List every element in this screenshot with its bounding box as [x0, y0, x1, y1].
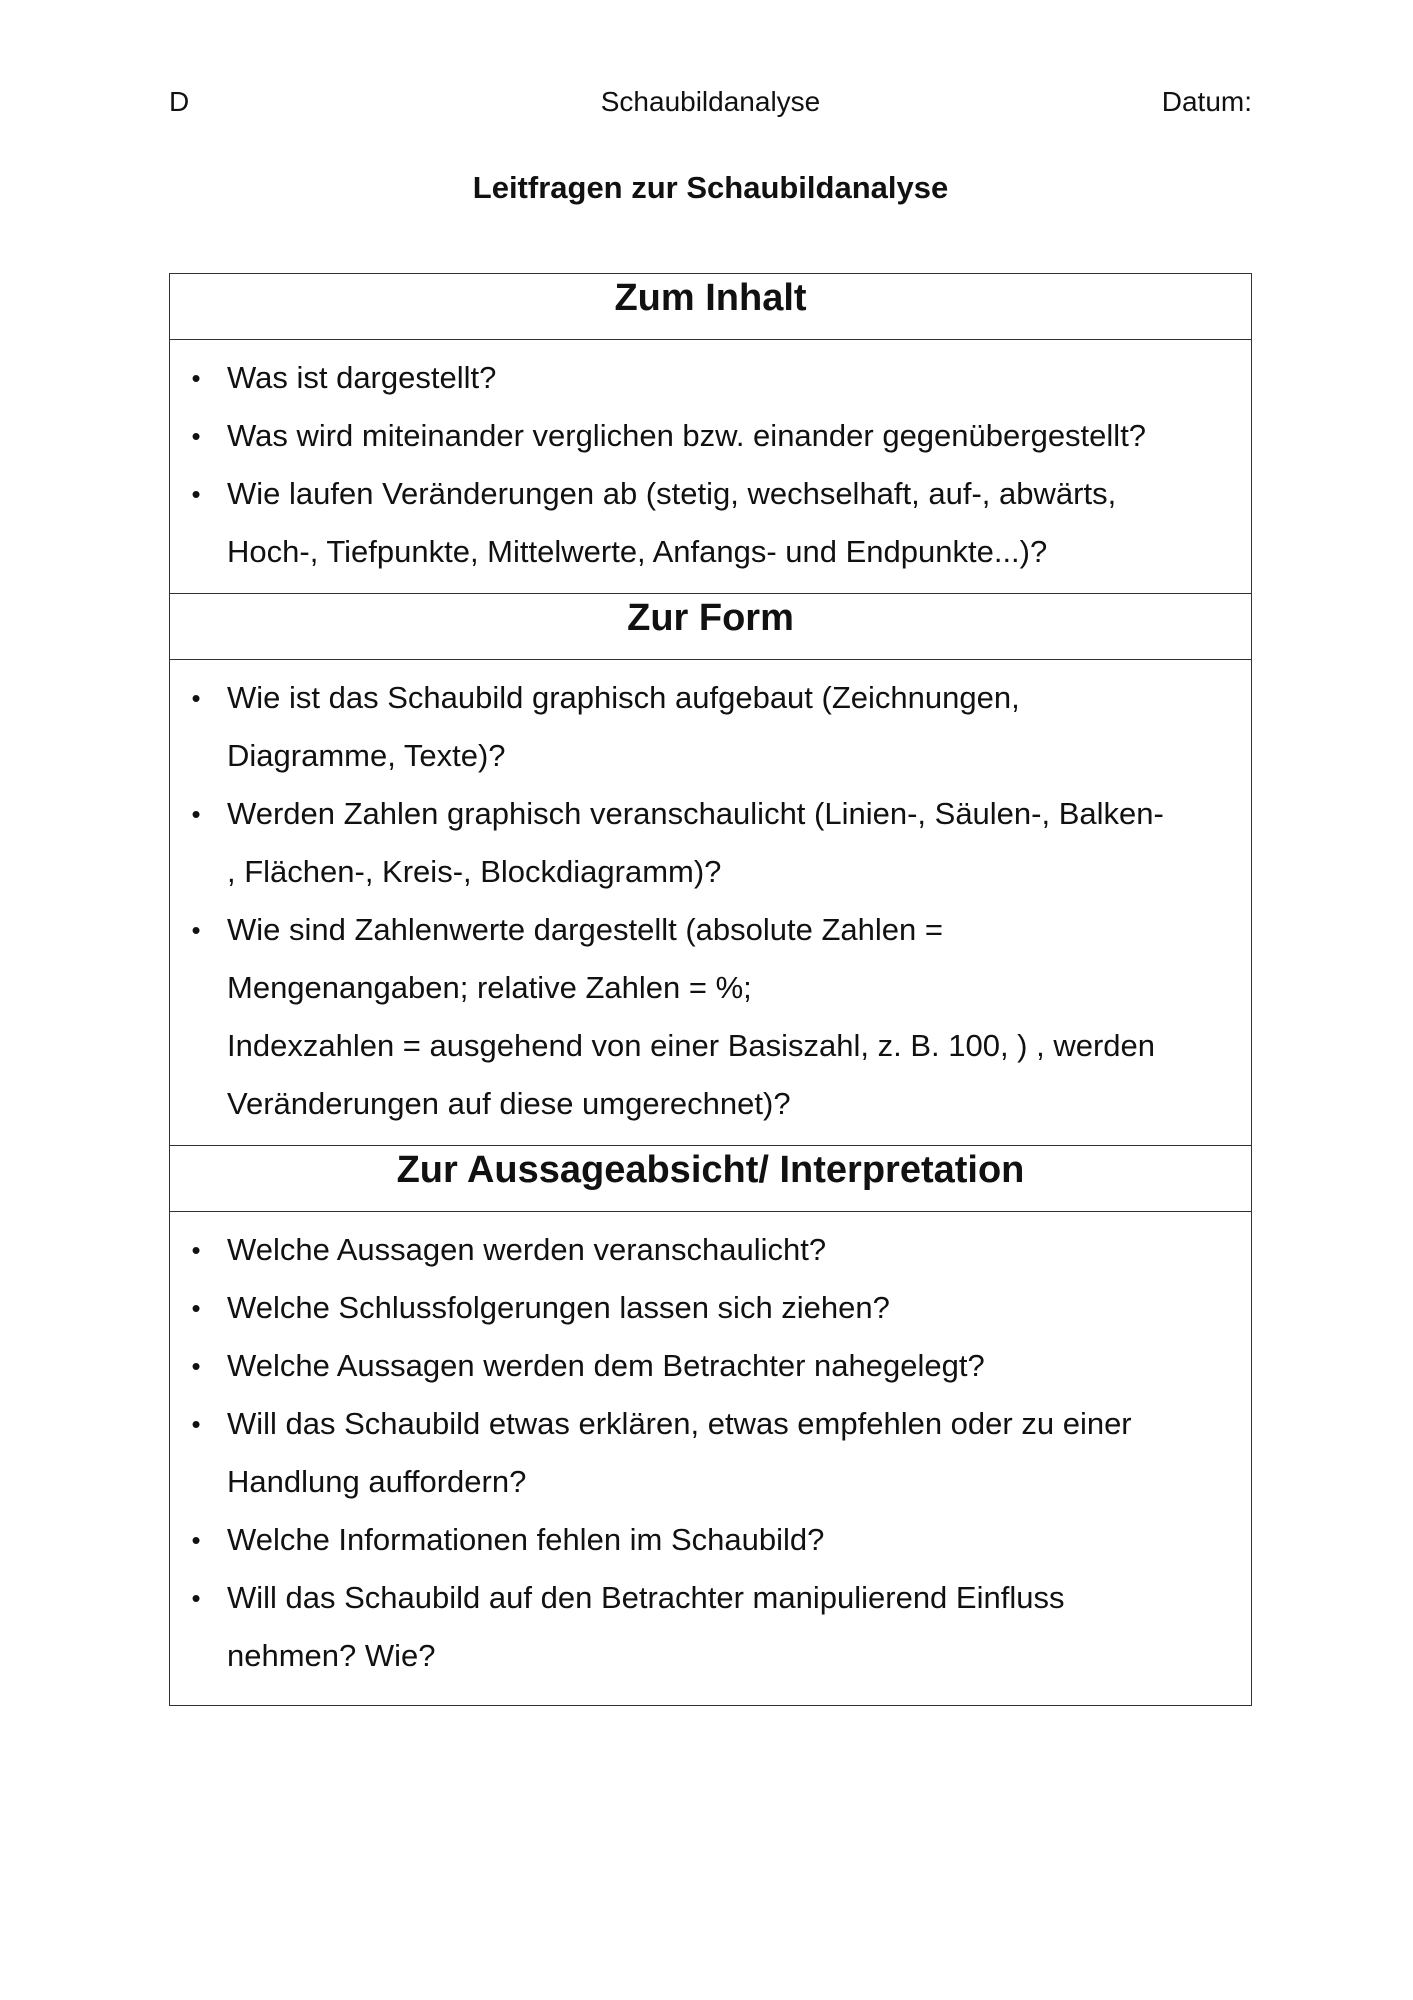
list-item: [170, 1569, 1251, 1685]
section-body: [170, 660, 1251, 1146]
list-item-text: Hoch-, Tiefpunkte, Mittelwerte, Anfangs- und Endpunkte...)?: [227, 534, 1048, 569]
list-item-text: Wie ist das Schaubild graphisch aufgebaut (Zeichnungen,: [227, 680, 1020, 715]
list-item-text: Was wird miteinander verglichen bzw. einander gegenübergestellt?: [227, 418, 1147, 453]
list-item-text: Veränderungen auf diese umgerechnet)?: [227, 1086, 791, 1121]
list-item: [170, 1511, 1251, 1569]
list-item-text: Welche Informationen fehlen im Schaubild?: [227, 1522, 825, 1557]
list-item: [170, 785, 1251, 901]
page-header: [169, 86, 1252, 126]
bullet-icon: •: [191, 479, 201, 509]
list-item-text: Was ist dargestellt?: [227, 360, 497, 395]
bullet-icon: •: [191, 1293, 201, 1323]
section-heading: Zur Form: [170, 594, 1251, 660]
list-item-text: Indexzahlen = ausgehend von einer Basiszahl, z. B. 100, ) , werden: [227, 1028, 1156, 1063]
bullet-icon: •: [191, 1351, 201, 1381]
bullet-icon: •: [191, 683, 201, 713]
list-item-text: Will das Schaubild etwas erklären, etwas empfehlen oder zu einer: [227, 1406, 1132, 1441]
bullet-icon: •: [191, 1235, 201, 1265]
document-title: Leitfragen zur Schaubildanalyse: [472, 170, 949, 205]
bullet-icon: •: [191, 1583, 201, 1613]
header-date-label: Datum:: [1161, 86, 1252, 117]
section-heading: Zur Aussageabsicht/ Interpretation: [170, 1146, 1251, 1212]
list-item: [170, 349, 1251, 407]
list-item: [170, 669, 1251, 785]
bullet-icon: •: [191, 421, 201, 451]
list-item-text: Werden Zahlen graphisch veranschaulicht (Linien-, Säulen-, Balken-: [227, 796, 1164, 831]
list-item-text: Wie sind Zahlenwerte dargestellt (absolute Zahlen =: [227, 912, 943, 947]
header-subject: D: [169, 86, 190, 117]
list-item: [170, 1279, 1251, 1337]
list-item-text: Diagramme, Texte)?: [227, 738, 506, 773]
list-item: [170, 901, 1251, 1133]
list-item-text: Will das Schaubild auf den Betrachter manipulierend Einfluss: [227, 1580, 1065, 1615]
list-item-text: nehmen? Wie?: [227, 1638, 436, 1673]
list-item-text: Wie laufen Veränderungen ab (stetig, wechselhaft, auf-, abwärts,: [227, 476, 1117, 511]
list-item: [170, 1395, 1251, 1511]
bullet-icon: •: [191, 363, 201, 393]
bullet-icon: •: [191, 1409, 201, 1439]
list-item: [170, 1221, 1251, 1279]
bullet-icon: •: [191, 915, 201, 945]
bullet-icon: •: [191, 799, 201, 829]
section-body: [170, 340, 1251, 594]
header-topic: Schaubildanalyse: [600, 86, 821, 117]
list-item-text: , Flächen-, Kreis-, Blockdiagramm)?: [227, 854, 722, 889]
questions-table: [169, 273, 1252, 1706]
list-item: [170, 465, 1251, 581]
list-item: [170, 1337, 1251, 1395]
section-heading: Zum Inhalt: [170, 274, 1251, 340]
list-item-text: Welche Schlussfolgerungen lassen sich ziehen?: [227, 1290, 890, 1325]
list-item-text: Handlung auffordern?: [227, 1464, 527, 1499]
bullet-icon: •: [191, 1525, 201, 1555]
list-item: [170, 407, 1251, 465]
list-item-text: Welche Aussagen werden veranschaulicht?: [227, 1232, 827, 1267]
list-item-text: Welche Aussagen werden dem Betrachter nahegelegt?: [227, 1348, 985, 1383]
section-body: [170, 1212, 1251, 1705]
list-item-text: Mengenangaben; relative Zahlen = %;: [227, 970, 752, 1005]
